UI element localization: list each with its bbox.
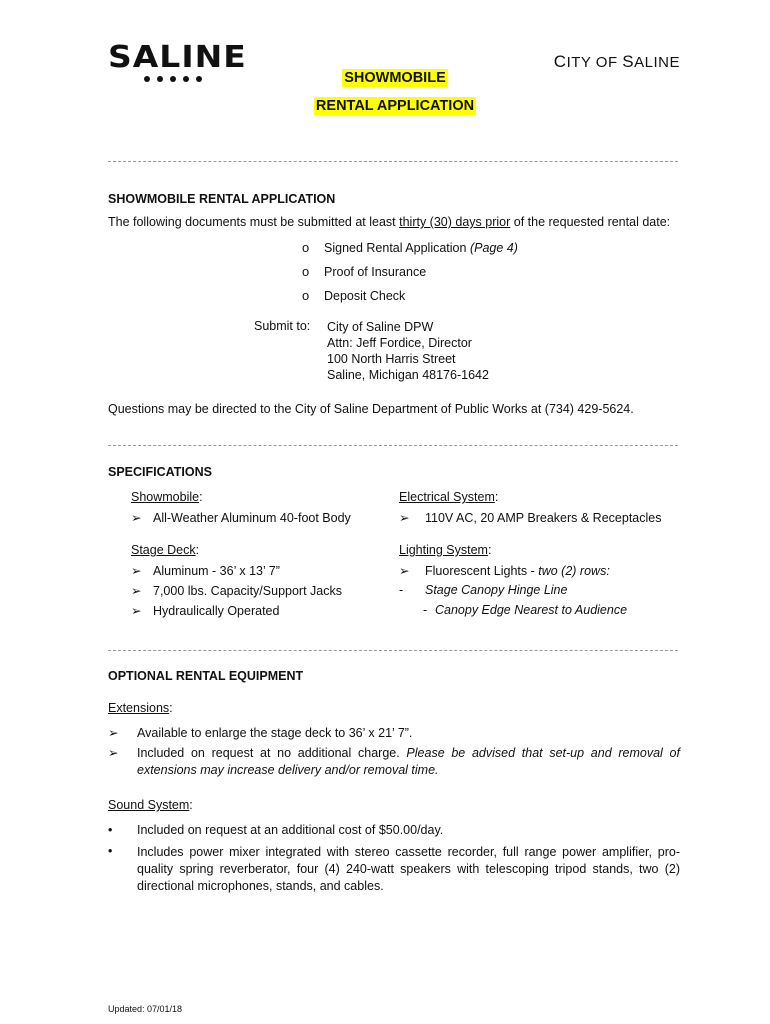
electrical-item: ➢ 110V AC, 20 AMP Breakers & Receptacles [399, 511, 662, 525]
section-heading-optional: OPTIONAL RENTAL EQUIPMENT [108, 669, 304, 683]
lighting-title: Lighting System: [399, 543, 492, 557]
checklist-item: o Proof of Insurance [302, 264, 427, 279]
section-heading-specifications: SPECIFICATIONS [108, 465, 212, 479]
extensions-arrow: ➢ [108, 746, 119, 760]
stage-deck-title: Stage Deck: [131, 543, 200, 557]
title-line-2: RENTAL APPLICATION [315, 98, 475, 114]
extensions-item: ➢ Available to enlarge the stage deck to 36’ x 21’ 7”. [108, 726, 413, 740]
logo-wordmark: SALINE [108, 38, 247, 75]
extensions-item: Included on request at no additional charge. Please be advised that set-up and removal of extensions may increase delivery and/or removal time. [137, 746, 680, 777]
lighting-subitem: - Canopy Edge Nearest to Audience [423, 603, 628, 617]
lighting-item: ➢ Fluorescent Lights - two (2) rows: [399, 564, 610, 578]
sound-item: Includes power mixer integrated with stereo cassette recorder, full range power amplifier, pro-quality spring reverberator, four (4) 240-watt speakers with telescoping tripod stands, two (2) directional microphones, stands, and cables. [137, 845, 680, 893]
electrical-title: Electrical System: [399, 490, 499, 504]
sound-item: • Included on request at an additional cost of $50.00/day. [108, 823, 444, 837]
section-heading-application: SHOWMOBILE RENTAL APPLICATION [108, 192, 336, 206]
showmobile-item: ➢ All-Weather Aluminum 40-foot Body [131, 511, 351, 525]
divider [108, 445, 678, 446]
divider [108, 161, 678, 162]
lighting-item: - Stage Canopy Hinge Line [399, 583, 568, 597]
intro-lead: The following documents must be submitted at least thirty (30) days prior of the requested rental date: [108, 215, 671, 229]
questions-text: Questions may be directed to the City of Saline Department of Public Works at (734) 429-5624. [108, 402, 634, 416]
sound-bullet: • [108, 844, 113, 858]
checklist-item: o Signed Rental Application (Page 4) [302, 240, 518, 255]
extensions-title: Extensions: [108, 701, 173, 715]
divider [108, 650, 678, 651]
submit-label: Submit to: [254, 319, 311, 333]
sound-system-title: Sound System: [108, 798, 193, 812]
updated-date: Updated: 07/01/18 [108, 1004, 183, 1014]
city-of-saline-label: CITY OF SALINE [553, 52, 680, 71]
showmobile-title: Showmobile: [131, 490, 203, 504]
mailing-address: City of Saline DPW Attn: Jeff Fordice, Director 100 North Harris Street Saline, Michigan 48176-1642 [327, 320, 489, 382]
checklist-item: o Deposit Check [302, 288, 406, 303]
title-line-1: SHOWMOBILE [344, 70, 446, 86]
stage-deck-item: ➢ Aluminum - 36’ x 13’ 7” [131, 564, 280, 578]
stage-deck-item: ➢ Hydraulically Operated [131, 604, 280, 618]
stage-deck-item: ➢ 7,000 lbs. Capacity/Support Jacks [131, 584, 342, 598]
